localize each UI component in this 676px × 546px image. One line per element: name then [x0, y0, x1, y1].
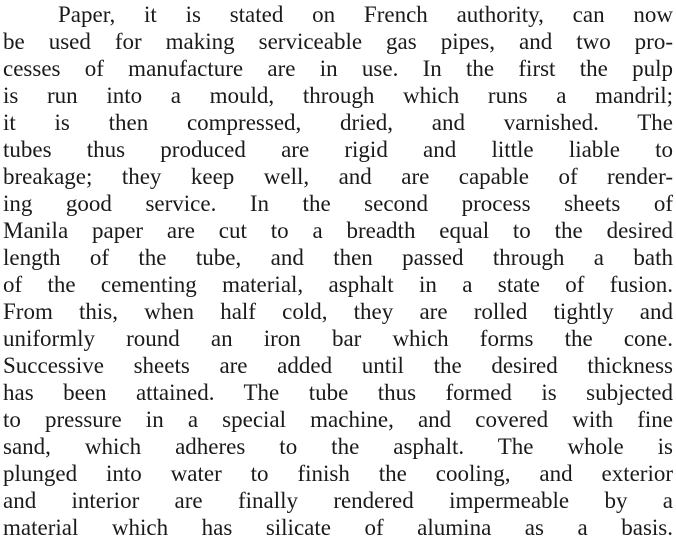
paragraph-line: cesses of manufacture are in use. In the first the pulp [3, 56, 673, 81]
paragraph-line: to pressure in a special machine, and covered with fine [3, 407, 673, 432]
paragraph-line: ing good service. In the second process sheets of [3, 191, 673, 216]
paragraph-line: is run into a mould, through which runs a mandril; [3, 83, 673, 108]
paragraph-line: Paper, it is stated on French authority, can now [58, 2, 673, 27]
paragraph-line: of the cementing material, asphalt in a state of fusion. [3, 272, 673, 297]
paragraph-line: it is then compressed, dried, and varnished. The [3, 110, 673, 135]
paragraph-line-last: material which has silicate of alumina as a basis. [3, 515, 673, 540]
paragraph-line: and interior are finally rendered impermeable by a [3, 488, 673, 513]
paragraph-line: plunged into water to finish the cooling, and exterior [3, 461, 673, 486]
paragraph-line: uniformly round an iron bar which forms the cone. [3, 326, 673, 351]
paragraph-line: be used for making serviceable gas pipes, and two pro- [3, 29, 673, 54]
paragraph-line: Successive sheets are added until the desired thickness [3, 353, 673, 378]
paragraph-line: has been attained. The tube thus formed is subjected [3, 380, 673, 405]
paragraph-line: Manila paper are cut to a breadth equal to the desired [3, 218, 673, 243]
paragraph-line: From this, when half cold, they are rolled tightly and [3, 299, 673, 324]
paragraph-line: length of the tube, and then passed through a bath [3, 245, 673, 270]
paragraph-line: tubes thus produced are rigid and little liable to [3, 137, 673, 162]
paragraph-line: sand, which adheres to the asphalt. The whole is [3, 434, 673, 459]
paragraph-line: breakage; they keep well, and are capable of render- [3, 164, 673, 189]
